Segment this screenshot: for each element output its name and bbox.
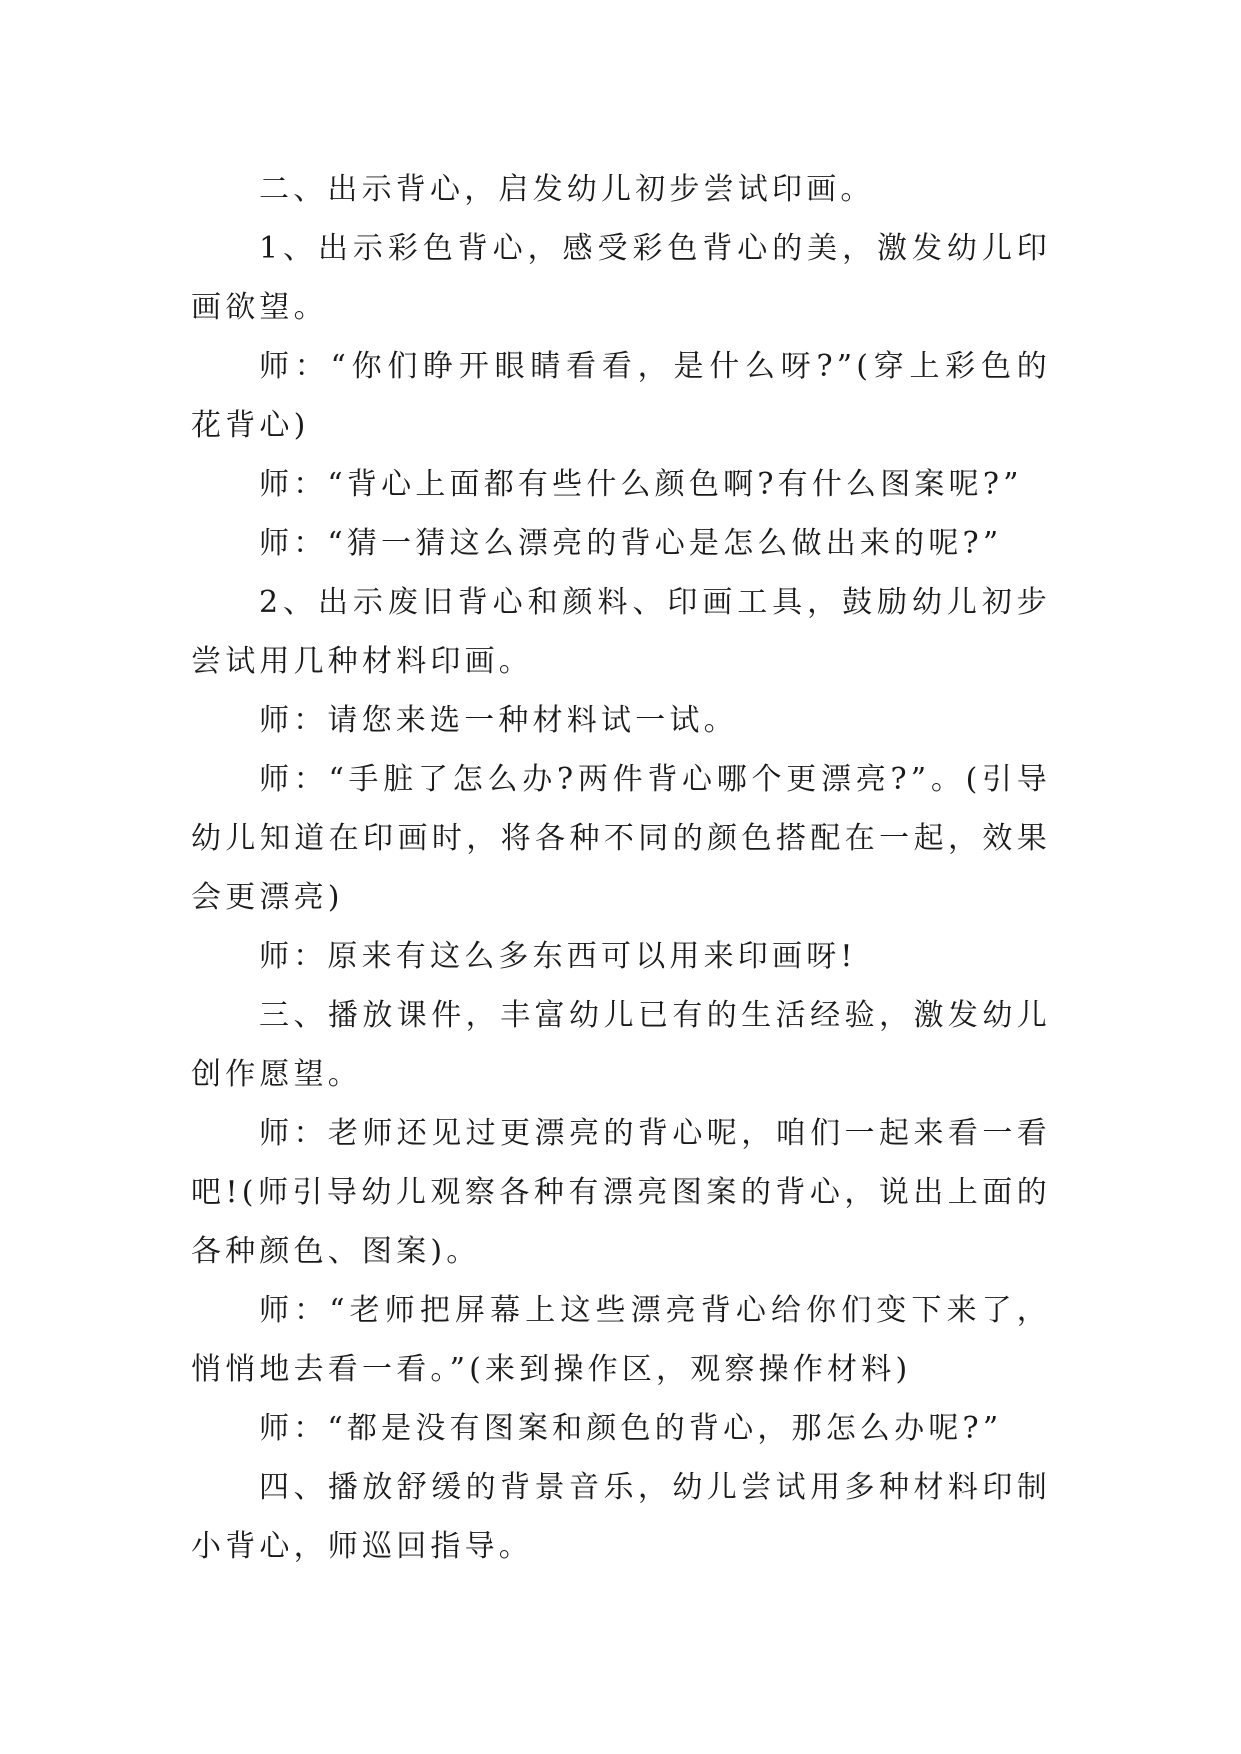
teacher-line: 师：原来有这么多东西可以用来印画呀! (259, 939, 857, 974)
step-paragraph-2: 2、出示废旧背心和颜料、印画工具，鼓励幼儿初步尝试用几种材料印画。 (191, 585, 1051, 679)
section-heading-4: 四、播放舒缓的背景音乐，幼儿尝试用多种材料印制小背心，师巡回指导。 (191, 1470, 1051, 1564)
teacher-line: 师：老师还见过更漂亮的背心呢，咱们一起来看一看吧!(师引导幼儿观察各种有漂亮图案的背心，说出上面的各种颜色、图案)。 (191, 1116, 1051, 1269)
teacher-line: 师：“都是没有图案和颜色的背心，那怎么办呢?” (259, 1411, 1003, 1446)
teacher-line: 师：“老师把屏幕上这些漂亮背心给你们变下来了，悄悄地去看一看。”(来到操作区，观察操作材料) (191, 1293, 1051, 1387)
step-paragraph-1: 1、出示彩色背心，感受彩色背心的美，激发幼儿印画欲望。 (191, 231, 1051, 325)
teacher-line: 师：“你们睁开眼睛看看，是什么呀?”(穿上彩色的花背心) (191, 349, 1051, 443)
teacher-line: 师：“手脏了怎么办?两件背心哪个更漂亮?”。(引导幼儿知道在印画时，将各种不同的颜色搭配在一起，效果会更漂亮) (191, 762, 1051, 915)
section-heading-3: 三、播放课件，丰富幼儿已有的生活经验，激发幼儿创作愿望。 (191, 998, 1051, 1092)
teacher-line: 师：“背心上面都有些什么颜色啊?有什么图案呢?” (259, 467, 1023, 502)
section-heading-2: 二、出示背心，启发幼儿初步尝试印画。 (259, 172, 875, 207)
teacher-line: 师：“猜一猜这么漂亮的背心是怎么做出来的呢?” (259, 526, 1003, 561)
teacher-line: 师：请您来选一种材料试一试。 (259, 703, 738, 738)
document-body (191, 160, 1051, 1576)
